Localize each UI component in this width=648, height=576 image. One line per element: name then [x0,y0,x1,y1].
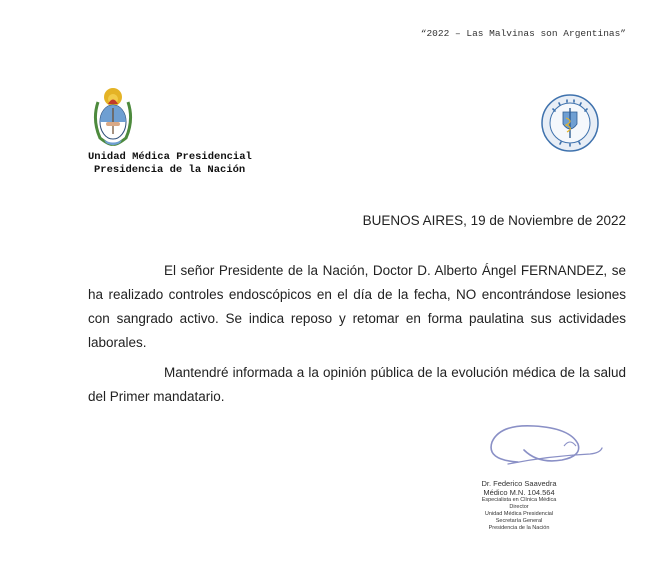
document-date: BUENOS AIRES, 19 de Noviembre de 2022 [362,213,626,228]
header-motto: “2022 – Las Malvinas son Argentinas” [420,28,626,39]
signer-specialty: Especialista en Clínica Médica [481,497,557,503]
signer-name: Dr. Federico Saavedra [481,479,557,488]
medical-unit-seal-logo [541,94,599,152]
issuer-unit: Unidad Médica Presidencial [88,151,252,163]
coat-of-arms-logo [90,84,136,148]
handwritten-signature [478,416,608,476]
signer-role: Director [509,504,529,510]
body-paragraph-2: Mantendré informada a la opinión pública de la evolución médica de la salud del Primer mandatario. [88,365,626,404]
signer-office: Presidencia de la Nación [488,525,550,531]
body-paragraph-1: El señor Presidente de la Nación, Doctor D. Alberto Ángel FERNANDEZ, se ha realizado controles endoscópicos en el día de la fecha, NO encontrándose lesiones con sangrado activo. Se indica reposo y retomar en forma paulatina sus actividades laborales. [88,263,626,350]
signer-license: Médico M.N. 104.564 [483,488,555,497]
signer-unit: Unidad Médica Presidencial [484,511,554,517]
document-body [88,259,626,409]
issuer-office: Presidencia de la Nación [94,164,246,176]
issuer-block [88,151,252,177]
signature-block [463,479,575,532]
signer-secretariat: Secretaría General [495,518,543,524]
